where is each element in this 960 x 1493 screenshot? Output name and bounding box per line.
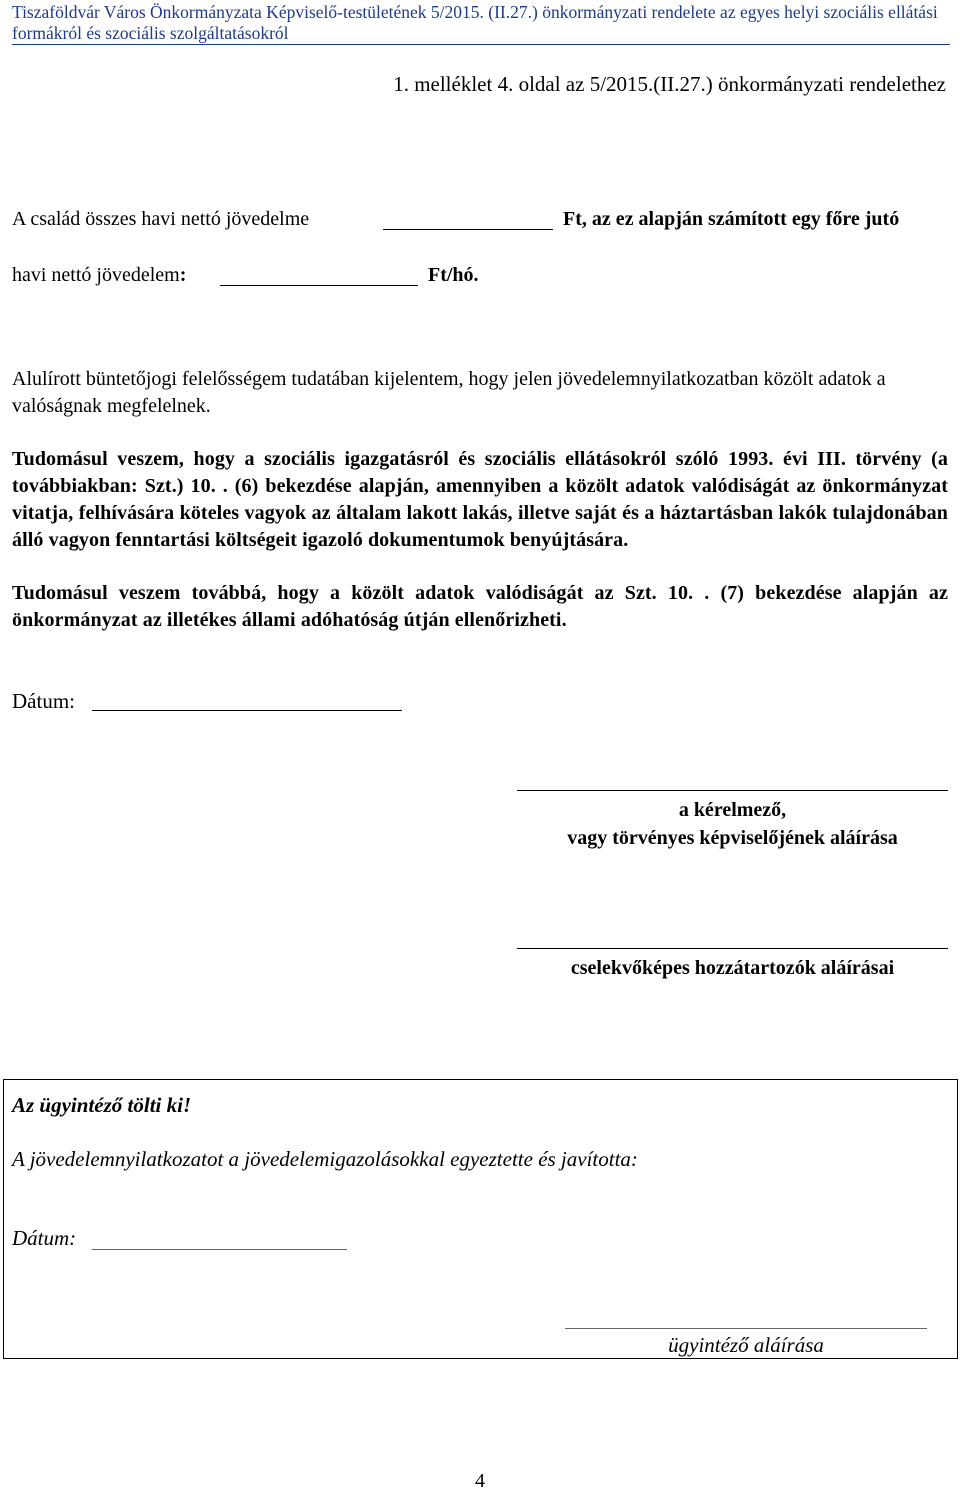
declaration-text: Alulírott büntetőjogi felelősségem tudatában kijelentem, hogy jelen jövedelemnyilatkozatban közölt adatok a valóságnak megfelelnek. (12, 368, 886, 417)
official-box-statement: A jövedelemnyilatkozatot a jövedelemigazolásokkal egyeztette és javította: (12, 1147, 638, 1171)
income-per-capita-field[interactable] (220, 285, 418, 286)
official-signature-label: ügyintéző aláírása (668, 1333, 824, 1357)
income-total-field[interactable] (383, 229, 553, 230)
income-per-capita-intro (563, 206, 899, 233)
income-per-capita-text: havi nettó jövedelem (12, 264, 180, 286)
official-box-heading: Az ügyintéző tölti ki! (12, 1093, 192, 1117)
date-field[interactable] (92, 710, 402, 711)
acknowledgement-text-2: Tudomásul veszem továbbá, hogy a közölt adatok valódiságát az Szt. 10. . (7) bekezdése alapján az önkormányzat az illetékes állami adóhatóság útján ellenőrizheti. (12, 582, 948, 631)
official-use-box (3, 1079, 958, 1359)
income-per-capita-unit: Ft/hó. (428, 264, 479, 286)
header-divider (12, 44, 950, 45)
date-label: Dátum: (12, 689, 75, 713)
income-per-capita-label (12, 262, 186, 289)
income-total-label: A család összes havi nettó jövedelme (12, 208, 310, 230)
official-date-label: Dátum: (12, 1226, 77, 1250)
household-signature-caption: cselekvőképes hozzátartozók aláírásai (570, 957, 895, 979)
household-signature-line[interactable] (517, 948, 948, 949)
income-per-capita-colon: : (179, 264, 187, 286)
applicant-signature-caption (517, 796, 948, 852)
official-signature-line[interactable] (565, 1328, 927, 1329)
income-total-unit: Ft, az ez alapján számított egy főre jutó (563, 208, 900, 230)
acknowledgement-text: Tudomásul veszem, hogy a szociális igazgatásról és szociális ellátásokról szóló 1993. évi III. törvény (a továbbiakban: Szt.) 10. . (6) bekezdése alapján, amennyiben a közölt adatok valódiságát az önkormányzat vitatja, felhívására köteles vagyok az általam lakott lakás, illetve saját és a háztartásban lakók tulajdonában álló vagyon fenntartási költségeit igazoló dokumentumok benyújtására. (12, 448, 948, 551)
applicant-signature-label-2: vagy törvényes képviselőjének aláírása (567, 827, 898, 849)
applicant-signature-label-1: a kérelmező, (678, 799, 787, 821)
page-number: 4 (475, 1470, 485, 1492)
official-date-field[interactable] (92, 1249, 347, 1250)
annex-title: 1. melléklet 4. oldal az 5/2015.(II.27.) önkormányzati rendelethez (393, 72, 946, 96)
applicant-signature-line[interactable] (517, 790, 948, 791)
document-header: Tiszaföldvár Város Önkormányzata Képviselő-testületének 5/2015. (II.27.) önkormányzati rendelete az egyes helyi szociális ellátási formákról és szociális szolgáltatásokról (12, 2, 938, 43)
